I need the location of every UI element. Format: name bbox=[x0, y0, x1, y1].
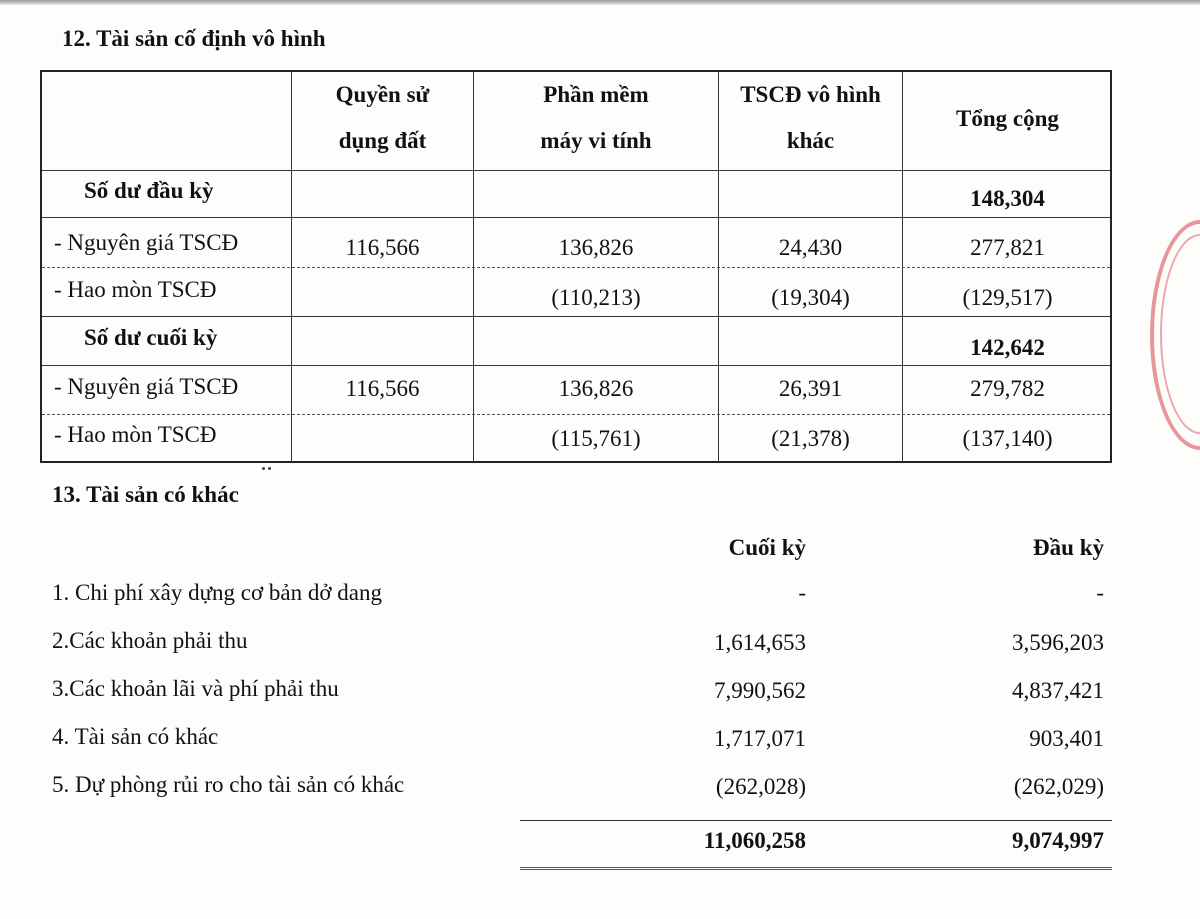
other-assets-row-3-label: 3.Các khoản lãi và phí phải thu bbox=[52, 676, 339, 701]
other-assets-row-4-end: 1,717,071 bbox=[714, 726, 806, 751]
header-software-line1: Phần mềm bbox=[543, 82, 649, 107]
other-assets-row-5-label: 5. Dự phòng rủi ro cho tài sản có khác bbox=[52, 772, 405, 797]
intangible-assets-table bbox=[40, 70, 1112, 463]
table-row-divider bbox=[42, 217, 1110, 218]
other-assets-total-start: 9,074,997 bbox=[1012, 828, 1104, 853]
section-13-title: 13. Tài sản có khác bbox=[52, 482, 239, 507]
red-seal-fragment bbox=[1150, 220, 1200, 450]
row-opening-balance-total: 148,304 bbox=[970, 186, 1045, 211]
header-software bbox=[474, 72, 718, 164]
section-12-title: 12. Tài sản cố định vô hình bbox=[62, 26, 326, 51]
row-opening-depreciation-label: - Hao mòn TSCĐ bbox=[54, 277, 217, 302]
row-opening-cost-land: 116,566 bbox=[345, 235, 420, 260]
row-closing-cost-label: - Nguyên giá TSCĐ bbox=[54, 374, 239, 399]
row-opening-cost-other: 24,430 bbox=[778, 235, 843, 260]
other-assets-row-3-end: 7,990,562 bbox=[714, 678, 806, 703]
other-assets-row-5-end: (262,028) bbox=[715, 774, 806, 799]
other-assets-row-2-start: 3,596,203 bbox=[1012, 630, 1104, 655]
other-assets-row-2-end: 1,614,653 bbox=[714, 630, 806, 655]
row-closing-depreciation-software: (115,761) bbox=[551, 426, 641, 451]
total-top-rule bbox=[520, 820, 1112, 821]
row-opening-cost-total: 277,821 bbox=[970, 235, 1045, 260]
header-software-line2: máy vi tính bbox=[540, 128, 652, 153]
header-other-intangible-line2: khác bbox=[786, 128, 835, 153]
header-land-use-rights bbox=[292, 72, 473, 164]
row-closing-cost-software: 136,826 bbox=[558, 376, 634, 401]
header-land-use-rights-line1: Quyền sử bbox=[335, 82, 430, 107]
row-closing-cost-land: 116,566 bbox=[345, 376, 420, 401]
table-row-divider bbox=[42, 170, 1110, 171]
other-assets-row-5-start: (262,029) bbox=[1013, 774, 1104, 799]
row-opening-depreciation-total: (129,517) bbox=[962, 285, 1053, 310]
row-opening-depreciation-software: (110,213) bbox=[551, 285, 641, 310]
other-assets-row-1-label: 1. Chi phí xây dựng cơ bản dở dang bbox=[52, 580, 382, 605]
header-land-use-rights-line2: dụng đất bbox=[338, 128, 427, 153]
header-total-text: Tổng cộng bbox=[956, 106, 1059, 131]
other-assets-row-1-start: - bbox=[1096, 580, 1104, 605]
row-opening-cost-software: 136,826 bbox=[558, 235, 634, 260]
other-assets-total-end: 11,060,258 bbox=[703, 828, 806, 853]
table-row-divider bbox=[42, 414, 1110, 415]
total-bottom-double-rule bbox=[520, 867, 1112, 870]
other-assets-row-4-label: 4. Tài sản có khác bbox=[52, 724, 219, 749]
scan-speck bbox=[262, 467, 265, 470]
column-header-end-of-period: Cuối kỳ bbox=[728, 535, 806, 560]
table-row-divider bbox=[42, 316, 1110, 317]
row-closing-depreciation-label: - Hao mòn TSCĐ bbox=[54, 422, 217, 447]
row-closing-depreciation-total: (137,140) bbox=[962, 426, 1053, 451]
table-row-divider bbox=[42, 365, 1110, 366]
other-assets-row-4-start: 903,401 bbox=[1029, 726, 1104, 751]
header-other-intangible bbox=[719, 72, 902, 164]
row-closing-cost-total: 279,782 bbox=[970, 376, 1045, 401]
header-other-intangible-line1: TSCĐ vô hình bbox=[740, 82, 881, 107]
row-opening-cost-label: - Nguyên giá TSCĐ bbox=[54, 230, 239, 255]
row-closing-depreciation-other: (21,378) bbox=[771, 426, 850, 451]
column-header-start-of-period: Đầu kỳ bbox=[1033, 535, 1104, 560]
row-opening-balance-label: Số dư đầu kỳ bbox=[84, 178, 214, 203]
row-opening-depreciation-other: (19,304) bbox=[771, 285, 850, 310]
row-closing-balance-label: Số dư cuối kỳ bbox=[84, 325, 218, 350]
row-closing-cost-other: 26,391 bbox=[778, 376, 843, 401]
row-closing-balance-total: 142,642 bbox=[970, 335, 1045, 360]
other-assets-row-2-label: 2.Các khoản phải thu bbox=[52, 628, 248, 653]
other-assets-row-1-end: - bbox=[798, 580, 806, 605]
other-assets-row-3-start: 4,837,421 bbox=[1012, 678, 1104, 703]
page-top-edge bbox=[0, 0, 1200, 5]
header-total bbox=[903, 96, 1112, 142]
scan-speck bbox=[268, 467, 271, 470]
table-row-divider bbox=[42, 267, 1110, 268]
